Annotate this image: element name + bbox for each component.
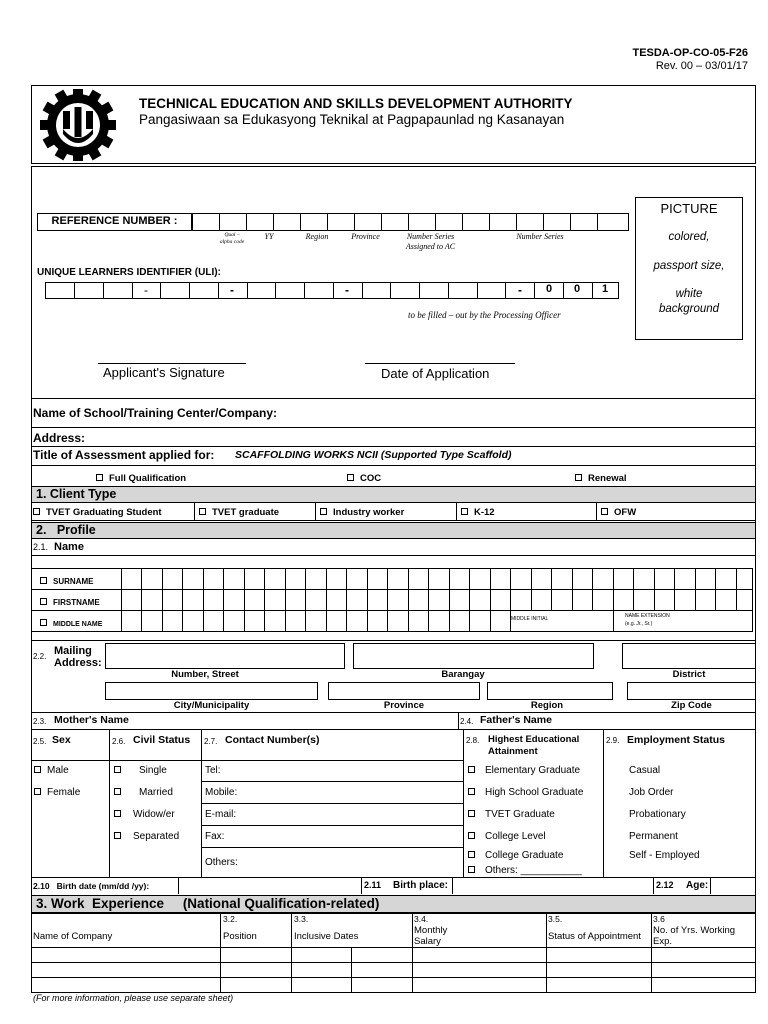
checkbox-icon <box>114 832 121 839</box>
sex-female[interactable]: Female <box>34 787 80 798</box>
age-label: Age: <box>686 880 709 891</box>
work-header-salary: Monthly Salary <box>414 925 448 947</box>
tesda-logo <box>38 89 118 161</box>
checkbox-icon <box>40 577 47 584</box>
option-renewal[interactable]: Renewal <box>575 473 627 484</box>
uli-digit: 1 <box>601 283 609 295</box>
education-label-1: Highest Educational <box>488 734 580 745</box>
checkbox-icon <box>114 788 121 795</box>
checkbox-icon <box>114 810 121 817</box>
work-header-company: Name of Company <box>33 931 113 942</box>
birth-place-number: 2.11 <box>364 880 382 890</box>
birth-date-label: 2.10 Birth date (mm/dd /yy): <box>33 881 150 891</box>
uli-dash: - <box>144 283 148 297</box>
zip-code-field[interactable] <box>627 682 756 700</box>
city-field[interactable] <box>105 682 318 700</box>
option-coc[interactable]: COC <box>347 473 381 484</box>
district-field[interactable] <box>622 643 756 669</box>
reference-number-cells[interactable] <box>192 213 629 231</box>
checkbox-icon <box>601 508 608 515</box>
checkbox-icon <box>468 766 475 773</box>
work-header-status: Status of Appointment <box>548 931 641 942</box>
date-line[interactable] <box>365 363 515 364</box>
uli-dash: - <box>230 283 234 297</box>
revision-label: Rev. 00 – 03/01/17 <box>655 60 748 72</box>
picture-note-background: background <box>658 303 720 315</box>
checkbox-icon <box>34 766 41 773</box>
work-header-dates: Inclusive Dates <box>294 931 359 942</box>
district-label: District <box>672 669 706 680</box>
signature-line[interactable] <box>98 363 246 364</box>
ref-sublabel-qual: Qual – alpha code <box>219 232 245 245</box>
employment-status-label: Employment Status <box>627 734 726 746</box>
work-num-years: 3.6 <box>653 914 665 924</box>
civil-separated[interactable]: Separated <box>114 831 179 842</box>
employment-number: 2.9. <box>606 736 620 745</box>
number-street-label: Number, Street <box>171 669 239 680</box>
applicant-signature-label: Applicant's Signature <box>103 365 225 380</box>
picture-title: PICTURE <box>660 201 718 216</box>
work-num-status: 3.5. <box>548 914 563 924</box>
ref-sublabel-series: Number Series <box>516 232 564 241</box>
civil-widower[interactable]: Widow/er <box>114 809 175 820</box>
assessment-title-value[interactable]: SCAFFOLDING WORKS NCII (Supported Type Scaffold) <box>235 449 512 461</box>
picture-note-colored: colored, <box>668 231 710 243</box>
region-field[interactable] <box>487 682 613 700</box>
edu-elementary[interactable]: Elementary Graduate <box>468 765 580 776</box>
contact-mobile[interactable]: Mobile: <box>205 787 238 798</box>
uli-dash: - <box>518 283 522 297</box>
civil-number: 2.6. <box>112 737 126 746</box>
work-experience-table[interactable] <box>31 913 756 993</box>
processing-note: to be filled – out by the Processing Officer <box>408 310 561 320</box>
section-work-experience: 3. Work Experience (National Qualification-related) <box>31 895 756 913</box>
firstname-label: FIRSTNAME <box>40 598 100 607</box>
sex-number: 2.5. <box>33 737 47 746</box>
zip-code-label: Zip Code <box>671 700 712 711</box>
mailing-label-1: Mailing <box>54 645 92 657</box>
org-name-local: Pangasiwaan sa Edukasyong Teknikal at Pagpapaunlad ng Kasanayan <box>139 112 565 127</box>
name-label: Name <box>54 541 84 553</box>
father-name-label: Father's Name <box>480 714 552 726</box>
checkbox-icon <box>40 619 47 626</box>
province-label: Province <box>383 700 425 711</box>
checkbox-icon <box>347 474 354 481</box>
picture-note-white: white <box>675 288 703 300</box>
civil-married[interactable]: Married <box>114 787 173 798</box>
work-num-salary: 3.4. <box>414 914 429 924</box>
client-type-tvet-graduating[interactable]: TVET Graduating Student <box>33 507 162 518</box>
reference-label: REFERENCE NUMBER : <box>51 215 178 227</box>
uli-dash: - <box>345 283 349 297</box>
checkbox-icon <box>468 788 475 795</box>
contact-fax[interactable]: Fax: <box>205 831 225 842</box>
civil-single[interactable]: Single <box>114 765 167 776</box>
mother-number: 2.3. <box>33 717 47 726</box>
edu-high-school[interactable]: High School Graduate <box>468 787 583 798</box>
contact-others[interactable]: Others: <box>205 857 238 868</box>
checkbox-icon <box>468 851 475 858</box>
client-type-tvet-graduate[interactable]: TVET graduate <box>199 507 279 518</box>
uli-digit: 0 <box>573 283 581 295</box>
emp-probationary[interactable]: Probationary <box>629 809 686 820</box>
checkbox-icon <box>34 788 41 795</box>
form-code: TESDA-OP-CO-05-F26 <box>632 47 748 59</box>
checkbox-icon <box>40 598 47 605</box>
client-type-industry-worker[interactable]: Industry worker <box>320 507 404 518</box>
surname-label: SURNAME <box>40 577 93 586</box>
birth-place-label: Birth place: <box>393 880 449 891</box>
client-type-k12[interactable]: K-12 <box>461 507 495 518</box>
city-label: City/Municipality <box>173 700 250 711</box>
emp-casual[interactable]: Casual <box>629 765 661 776</box>
father-number: 2.4. <box>460 717 474 726</box>
middle-initial-label: MIDDLE INITIAL <box>511 616 549 622</box>
ref-sublabel-region: Region <box>305 232 329 241</box>
checkbox-icon <box>461 508 468 515</box>
checkbox-icon <box>575 474 582 481</box>
edu-college-level[interactable]: College Level <box>468 831 546 842</box>
civil-status-label: Civil Status <box>133 734 191 746</box>
contact-numbers-label: Contact Number(s) <box>225 734 320 746</box>
checkbox-icon <box>320 508 327 515</box>
province-field[interactable] <box>328 682 480 700</box>
contact-number: 2.7. <box>204 737 218 746</box>
checkbox-icon <box>114 766 121 773</box>
work-footnote: (For more information, please use separate sheet) <box>33 993 234 1003</box>
education-number: 2.8. <box>466 736 480 745</box>
checkbox-icon <box>199 508 206 515</box>
checkbox-icon <box>468 832 475 839</box>
section-profile: 2. Profile <box>31 522 756 539</box>
mother-name-label: Mother's Name <box>54 714 129 726</box>
edu-tvet[interactable]: TVET Graduate <box>468 809 555 820</box>
school-name-label: Name of School/Training Center/Company: <box>33 406 278 420</box>
date-of-application-label: Date of Application <box>381 366 490 381</box>
checkbox-icon <box>33 508 40 515</box>
uli-label: UNIQUE LEARNERS IDENTIFIER (ULI): <box>37 267 221 278</box>
checkbox-icon <box>468 810 475 817</box>
picture-note-size: passport size, <box>653 260 725 272</box>
org-name: TECHNICAL EDUCATION AND SKILLS DEVELOPMENT AUTHORITY <box>139 96 573 111</box>
contact-tel[interactable]: Tel: <box>205 765 221 776</box>
education-label-2: Attainment <box>488 746 538 757</box>
middlename-label: MIDDLE NAME <box>40 619 102 628</box>
ref-sublabel-series-ac: Number Series Assigned to AC <box>405 232 456 251</box>
barangay-field[interactable] <box>353 643 594 669</box>
address-label: Address: <box>33 431 86 445</box>
edu-college-graduate[interactable]: College Graduate <box>468 850 563 861</box>
name-number: 2.1. <box>33 542 49 552</box>
checkbox-icon <box>96 474 103 481</box>
region-label: Region <box>530 700 564 711</box>
age-number: 2.12 <box>656 880 674 890</box>
checkbox-icon <box>468 866 475 873</box>
edu-others[interactable]: Others: ___________ <box>468 865 582 876</box>
work-header-years: No. of Yrs. Working Exp. <box>653 925 736 947</box>
ref-sublabel-yy: YY <box>264 232 274 241</box>
emp-self-employed[interactable]: Self - Employed <box>629 850 700 861</box>
work-num-dates: 3.3. <box>294 914 309 924</box>
emp-job-order[interactable]: Job Order <box>629 787 674 798</box>
sex-label: Sex <box>52 734 71 746</box>
work-num-position: 3.2. <box>223 914 238 924</box>
mailing-label-2: Address: <box>54 657 102 669</box>
emp-permanent[interactable]: Permanent <box>629 831 678 842</box>
name-extension-example: (e.g. Jr., Sr.) <box>625 621 653 627</box>
barangay-label: Barangay <box>441 669 485 680</box>
section-client-type: 1. Client Type <box>31 486 756 503</box>
contact-email[interactable]: E-mail: <box>205 809 237 820</box>
sex-male[interactable]: Male <box>34 765 69 776</box>
option-full-qualification[interactable]: Full Qualification <box>96 473 186 484</box>
mailing-number: 2.2. <box>33 652 47 661</box>
ref-sublabel-province: Province <box>351 232 380 241</box>
assessment-title-label: Title of Assessment applied for: <box>33 448 215 462</box>
uli-digit: 0 <box>545 283 553 295</box>
name-extension-label: NAME EXTENSION <box>625 613 670 619</box>
client-type-ofw[interactable]: OFW <box>601 507 636 518</box>
number-street-field[interactable] <box>105 643 345 669</box>
work-header-position: Position <box>223 931 257 942</box>
